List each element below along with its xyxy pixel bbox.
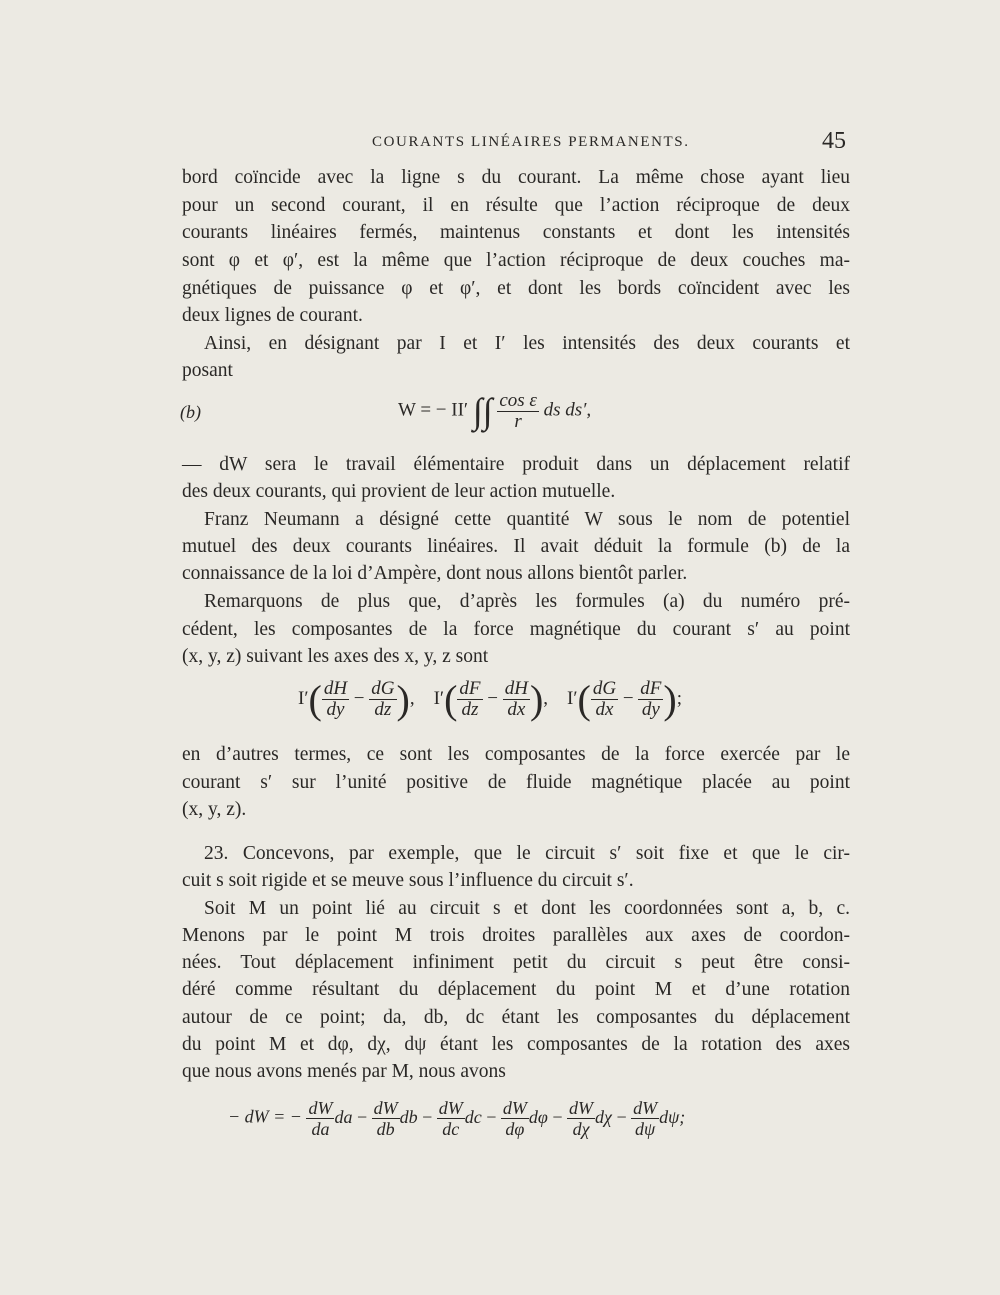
text-line: Franz Neumann a désigné cette quantité W sous le nom de potentiel: [204, 509, 850, 530]
differential: dχ: [595, 1106, 612, 1127]
text-line: Soit M un point lié au circuit s et dont les coordonnées sont a, b, c.: [204, 898, 850, 919]
right-paren: ): [663, 677, 677, 722]
fraction: [638, 679, 663, 720]
fraction-numerator: dH: [504, 678, 528, 699]
fraction-denominator: da: [311, 1119, 330, 1139]
fraction-denominator: dy: [326, 699, 345, 720]
coefficient: I′: [298, 687, 309, 709]
force-component: I′( $\frac{dF}{dz}$ − $\frac{dH}{dx}$ ),: [433, 677, 549, 722]
differential: dψ;: [659, 1106, 686, 1127]
text-line: autour de ce point; da, db, dc étant les composantes du déplacement: [182, 1007, 850, 1028]
operator: −: [422, 1106, 433, 1127]
fraction-denominator: dx: [595, 699, 614, 720]
dw-term: [501, 1098, 563, 1139]
fraction-denominator: r: [514, 410, 522, 432]
differential: dφ: [528, 1106, 548, 1127]
operator: −: [486, 1106, 497, 1127]
fraction: [503, 679, 530, 720]
fraction-numerator: dW: [308, 1098, 333, 1118]
dw-term: [437, 1098, 497, 1139]
fraction: [369, 679, 396, 720]
text-line: des deux courants, qui provient de leur action mutuelle.: [182, 481, 616, 502]
coefficient: I′: [433, 687, 445, 709]
text-line: que nous avons menés par M, nous avons: [182, 1061, 506, 1082]
equation-tail: ds ds′,: [543, 399, 592, 421]
page-number: 45: [822, 128, 846, 154]
text-line: (x, y, z) suivant les axes des x, y, z sont: [182, 646, 489, 667]
text-line: 23. Concevons, par exemple, que le circuit s′ soit fixe et que le cir-: [204, 843, 850, 864]
right-paren: ): [529, 677, 544, 722]
fraction-numerator: dW: [502, 1098, 527, 1118]
text-line: en d’autres termes, ce sont les composantes de la force exercée par le: [182, 744, 850, 765]
left-paren: (: [444, 677, 458, 722]
fraction: [591, 679, 618, 720]
fraction: [322, 679, 349, 720]
coefficient: I′: [567, 687, 578, 709]
force-component: I′( $\frac{dG}{dx}$ − $\frac{dF}{dy}$ );: [567, 677, 683, 722]
text-line: nées. Tout déplacement infiniment petit du circuit s peut être consi-: [182, 952, 850, 973]
fraction-denominator: dy: [641, 699, 660, 720]
text-line: bord coïncide avec la ligne s du courant. La même chose ayant lieu: [182, 167, 850, 188]
text-line: déré comme résultant du déplacement du point M et d’une rotation: [182, 979, 850, 1000]
fraction-numerator: dW: [438, 1098, 463, 1118]
text-line: Ainsi, en désignant par I et I′ les intensités des deux courants et: [204, 333, 850, 354]
fraction-numerator: dF: [640, 678, 662, 699]
equation-label: (b): [180, 402, 201, 422]
fraction-numerator: dF: [459, 678, 481, 699]
left-paren: (: [577, 677, 591, 722]
fraction: [437, 1098, 465, 1139]
dw-equation: [228, 1098, 685, 1139]
running-title: COURANTS LINÉAIRES PERMANENTS.: [372, 134, 690, 150]
text-line: Menons par le point M trois droites parallèles aux axes de coordon-: [182, 925, 850, 946]
text-line: (x, y, z).: [182, 799, 247, 820]
fraction-numerator: dG: [592, 678, 617, 699]
dw-term: [372, 1098, 433, 1139]
operator: −: [552, 1106, 563, 1127]
separator: ;: [676, 687, 683, 709]
fraction-denominator: dχ: [572, 1119, 590, 1139]
text-line: pour un second courant, il en résulte que l’action réciproque de deux: [182, 195, 850, 216]
equation-b: [398, 390, 591, 432]
text-line: cédent, les composantes de la force magnétique du courant s′ au point: [182, 619, 850, 640]
fraction-numerator: cos ε: [499, 389, 537, 411]
dw-term: [306, 1098, 368, 1139]
text-line: deux lignes de courant.: [182, 305, 363, 326]
text-line: connaissance de la loi d’Ampère, dont nous allons bientôt parler.: [182, 563, 688, 584]
operator: −: [356, 1106, 368, 1127]
equation-lhs: W = − II′: [398, 399, 469, 421]
fraction-numerator: dH: [323, 678, 348, 699]
dw-term: [567, 1098, 627, 1139]
differential: da: [334, 1106, 353, 1127]
left-paren: (: [308, 677, 322, 722]
dw-term: [631, 1098, 686, 1139]
fraction-numerator: dW: [633, 1098, 658, 1118]
page-header: [0, 128, 1000, 158]
text-line: gnétiques de puissance φ et φ′, et dont les bords coïncident avec les: [182, 278, 850, 299]
text-line: sont φ et φ′, est la même que l’action réciproque de deux couches ma-: [182, 250, 850, 271]
text-line: mutuel des deux courants linéaires. Il avait déduit la formule (b) de la: [182, 536, 850, 557]
fraction-denominator: dc: [442, 1119, 460, 1139]
operator: −: [616, 1106, 627, 1127]
text-line: posant: [182, 360, 233, 381]
fraction-numerator: dW: [569, 1098, 594, 1118]
fraction-denominator: dx: [507, 699, 526, 720]
right-paren: ): [396, 677, 410, 722]
fraction: [631, 1098, 659, 1139]
text-line: cuit s soit rigide et se meuve sous l’influence du circuit s′.: [182, 870, 634, 891]
fraction: [306, 1098, 334, 1139]
separator: ,: [409, 687, 415, 709]
text-line: Remarquons de plus que, d’après les formules (a) du numéro pré-: [204, 591, 850, 612]
force-components-equation: [298, 676, 682, 723]
fraction-numerator: dG: [371, 678, 395, 699]
fraction: [457, 679, 482, 720]
fraction-denominator: dz: [374, 699, 392, 720]
fraction-denominator: dz: [461, 699, 479, 720]
text-line: courants linéaires fermés, maintenus constants et dont les intensités: [182, 222, 850, 243]
fraction-denominator: dφ: [505, 1119, 525, 1139]
separator: ,: [543, 687, 549, 709]
double-integral: ∫∫: [472, 391, 493, 431]
differential: db: [399, 1106, 418, 1127]
equation-lhs: − dW = −: [228, 1106, 302, 1127]
fraction-numerator: dW: [373, 1098, 398, 1118]
differential: dc: [464, 1106, 482, 1127]
fraction: [567, 1098, 595, 1139]
text-line: du point M et dφ, dχ, dψ étant les composantes de la rotation des axes: [182, 1034, 850, 1055]
text-line: courant s′ sur l’unité positive de fluide magnétique placée au point: [182, 772, 850, 793]
force-component: I′( $\frac{dH}{dy}$ − $\frac{dG}{dz}$ ),: [298, 677, 415, 722]
text-line: — dW sera le travail élémentaire produit dans un déplacement relatif: [182, 454, 850, 475]
fraction-denominator: dψ: [635, 1119, 656, 1139]
fraction: [372, 1098, 400, 1139]
fraction: [497, 391, 539, 432]
fraction: [501, 1098, 529, 1139]
fraction-denominator: db: [376, 1119, 395, 1139]
